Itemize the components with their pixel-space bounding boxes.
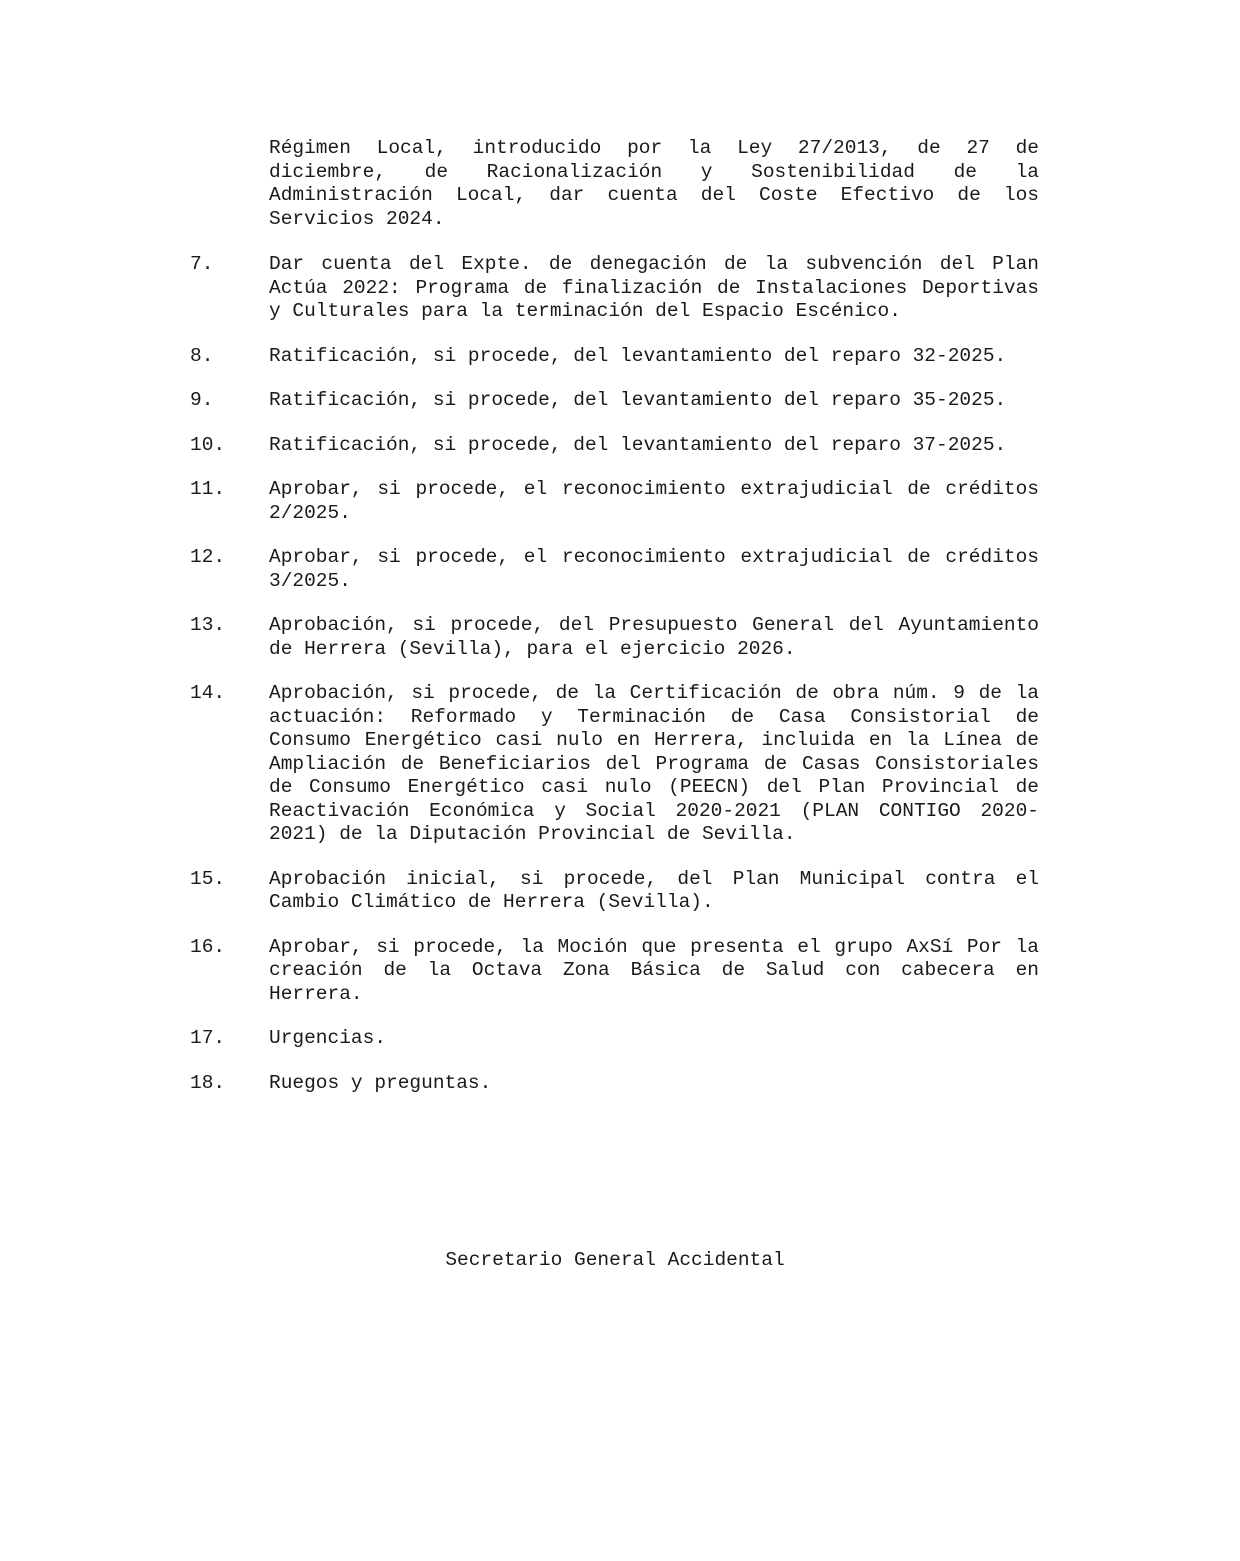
agenda-item	[190, 434, 1039, 458]
agenda-item	[190, 389, 1039, 413]
item-number: 12.	[190, 546, 226, 568]
item-number: 7.	[190, 253, 214, 275]
agenda-item	[190, 253, 1039, 324]
item-text: Dar cuenta del Expte. de denegación de la subvención del Plan Actúa 2022: Programa de finalización de Instalaciones Deportivas y Culturales para la terminación del Espacio Escénico.	[269, 253, 1039, 322]
item-number: 16.	[190, 935, 226, 958]
agenda-list	[190, 253, 1039, 1116]
item-text: Ratificación, si procede, del levantamiento del reparo 32-2025.	[269, 344, 1007, 367]
item-number: 8.	[190, 344, 214, 367]
item-number: 10.	[190, 433, 226, 456]
agenda-item	[190, 1072, 1039, 1096]
item-text: Aprobar, si procede, la Moción que presenta el grupo AxSí Por la creación de la Octava Zona Básica de Salud con cabecera en Herrera.	[269, 935, 1039, 1005]
item-number: 9.	[190, 389, 214, 411]
item-text: Ratificación, si procede, del levantamiento del reparo 35-2025.	[269, 389, 1007, 411]
signature-line: Secretario General Accidental	[445, 1249, 785, 1271]
item-number: 17.	[190, 1027, 226, 1049]
agenda-item	[190, 682, 1039, 847]
item-text: Ruegos y preguntas.	[269, 1071, 492, 1094]
item-text: Aprobar, si procede, el reconocimiento extrajudicial de créditos 3/2025.	[269, 546, 1039, 592]
continuation-paragraph: Régimen Local, introducido por la Ley 27/2013, de 27 de diciembre, de Racionalización y Sostenibilidad de la Administración Local, dar cuenta del Coste Efectivo de los Servicios 2024.	[269, 137, 1039, 230]
agenda-item	[190, 1027, 1039, 1051]
item-number: 14.	[190, 682, 226, 704]
item-text: Aprobar, si procede, el reconocimiento extrajudicial de créditos 2/2025.	[269, 478, 1039, 524]
agenda-item	[190, 478, 1039, 525]
item-number: 15.	[190, 867, 226, 890]
item-text: Aprobación, si procede, de la Certificación de obra núm. 9 de la actuación: Reformado y Terminación de Casa Consistorial de Consumo Energético casi nulo en Herrera, incluida en la Línea de Ampliación de Beneficiarios del Programa de Casas Consistoriales de Consumo Energético casi nulo (PEECN) del Plan Provincial de Reactivación Económica y Social 2020-2021 (PLAN CONTIGO 2020-2021) de la Diputación Provincial de Sevilla.	[269, 682, 1039, 845]
agenda-item	[190, 546, 1039, 593]
item-number: 18.	[190, 1071, 226, 1094]
agenda-item	[190, 345, 1039, 369]
item-text: Ratificación, si procede, del levantamiento del reparo 37-2025.	[269, 433, 1007, 456]
item-number: 13.	[190, 614, 226, 636]
item-text: Urgencias.	[269, 1027, 387, 1049]
agenda-item	[190, 936, 1039, 1007]
item-text: Aprobación inicial, si procede, del Plan Municipal contra el Cambio Climático de Herrera (Sevilla).	[269, 867, 1039, 913]
agenda-item	[190, 868, 1039, 915]
item-text: Aprobación, si procede, del Presupuesto General del Ayuntamiento de Herrera (Sevilla), para el ejercicio 2026.	[269, 614, 1039, 660]
agenda-item	[190, 614, 1039, 661]
item-number: 11.	[190, 478, 226, 500]
